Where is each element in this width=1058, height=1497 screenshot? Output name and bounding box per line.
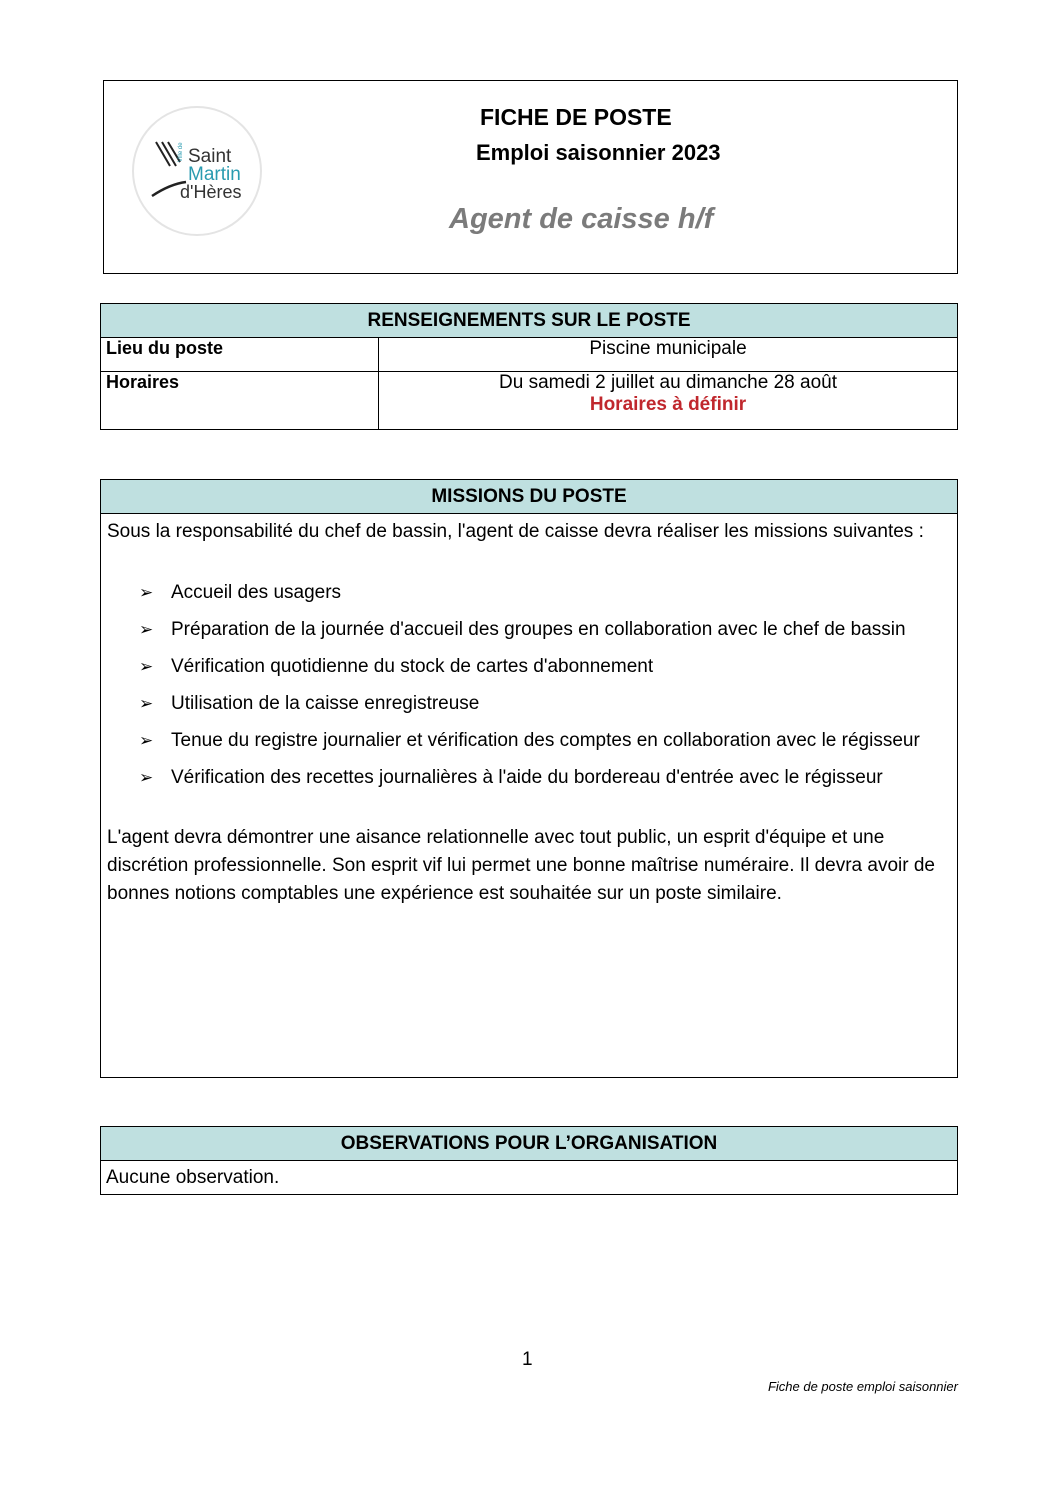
missions-intro: Sous la responsabilité du chef de bassin, l'agent de caisse devra réaliser les missions suivantes :: [107, 521, 924, 542]
missions-list: [107, 574, 951, 796]
list-item: [107, 759, 951, 796]
footer-note: Fiche de poste emploi saisonnier: [767, 1379, 958, 1394]
list-item: [107, 574, 951, 611]
list-item: [107, 685, 951, 722]
renseignements-heading: RENSEIGNEMENTS SUR LE POSTE: [101, 304, 958, 338]
logo-line3-text: d'Hères: [180, 182, 242, 202]
list-item: [107, 722, 951, 759]
arrow-bullet-icon: ➢: [139, 583, 154, 602]
saint-martin-dheres-logo: [130, 104, 264, 238]
list-item: [107, 611, 951, 648]
renseignements-table: [100, 303, 958, 430]
mission-text: Tenue du registre journalier et vérification des comptes en collaboration avec le régisseur: [171, 730, 920, 751]
observations-table: [100, 1126, 958, 1195]
observations-heading: OBSERVATIONS POUR L’ORGANISATION: [101, 1127, 958, 1161]
page-number: 1: [522, 1349, 533, 1370]
arrow-bullet-icon: ➢: [139, 694, 154, 713]
mission-text: Utilisation de la caisse enregistreuse: [171, 693, 480, 714]
horaires-value-cell: [379, 372, 958, 430]
arrow-bullet-icon: ➢: [139, 768, 154, 787]
horaires-note: Horaires à définir: [589, 394, 747, 415]
arrow-bullet-icon: ➢: [139, 731, 154, 750]
missions-table: [100, 479, 958, 1078]
table-row: [101, 338, 958, 372]
mission-text: Vérification quotidienne du stock de cartes d'abonnement: [171, 656, 654, 677]
job-title: Agent de caisse h/f: [449, 203, 714, 235]
lieu-value: Piscine municipale: [379, 338, 958, 372]
document-title: FICHE DE POSTE: [480, 104, 672, 130]
missions-conclusion: L'agent devra démontrer une aisance relationnelle avec tout public, un esprit d'équipe et une discrétion professionnelle. Son esprit vif lui permet une bonne maîtrise numéraire. Il devra avoir de bonnes notions comptables une expérience est souhaitée sur un poste similaire.: [107, 827, 935, 904]
logo-line2-text: Martin: [188, 164, 241, 185]
observations-text: Aucune observation.: [101, 1161, 958, 1195]
table-row: [101, 372, 958, 430]
logo-prefix-text: Ville de: [178, 142, 184, 162]
document-subtitle: Emploi saisonnier 2023: [476, 140, 721, 165]
mission-text: Préparation de la journée d'accueil des groupes en collaboration avec le chef de bassin: [171, 619, 906, 640]
missions-heading: MISSIONS DU POSTE: [101, 480, 958, 514]
logo-line1-text: Saint: [188, 146, 232, 167]
horaires-label: Horaires: [101, 372, 379, 430]
mission-text: Vérification des recettes journalières à l'aide du bordereau d'entrée avec le régisseur: [171, 767, 883, 788]
missions-body: [101, 514, 958, 1078]
mission-text: Accueil des usagers: [171, 582, 342, 603]
lieu-label: Lieu du poste: [101, 338, 379, 372]
arrow-bullet-icon: ➢: [139, 620, 154, 639]
horaires-dates: Du samedi 2 juillet au dimanche 28 août: [499, 372, 837, 393]
list-item: [107, 648, 951, 685]
arrow-bullet-icon: ➢: [139, 657, 154, 676]
